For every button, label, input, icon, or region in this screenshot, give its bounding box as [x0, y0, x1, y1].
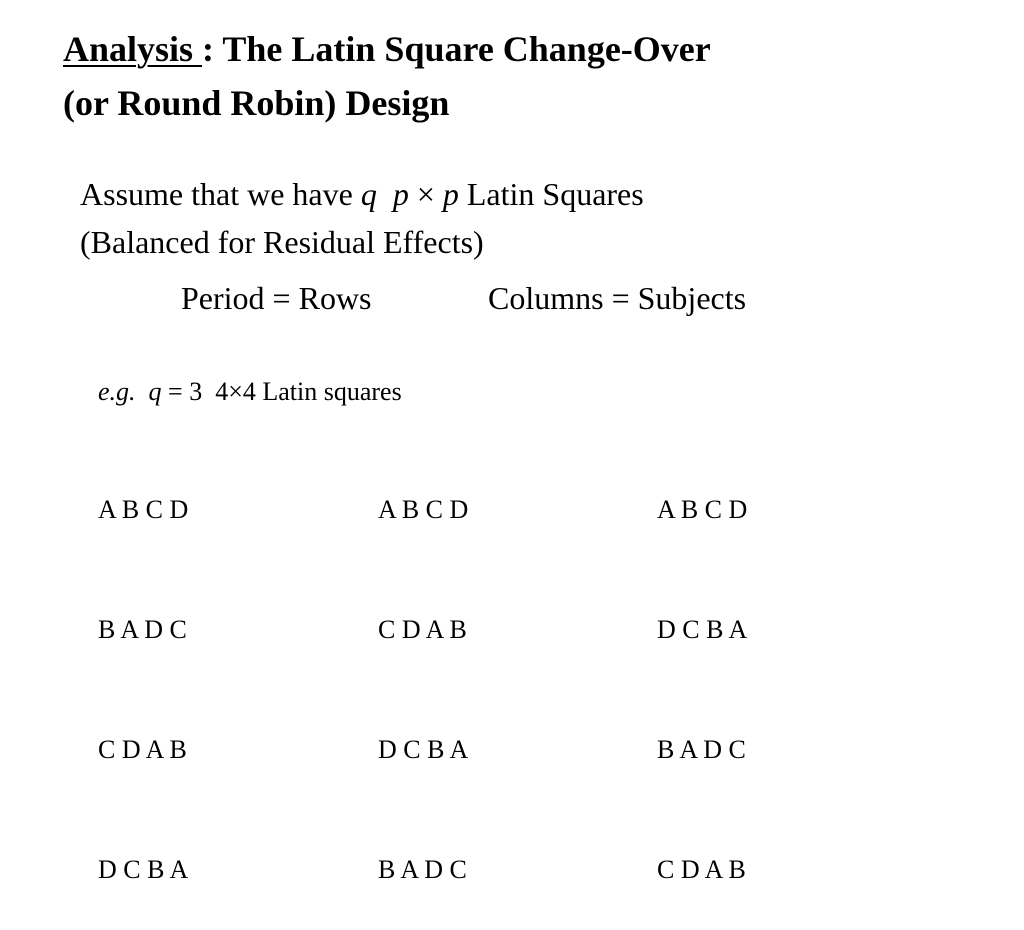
example-rest: = 3 4×4 Latin squares	[161, 377, 402, 406]
square-row: C D A B	[98, 735, 187, 764]
square-row: B A D C	[378, 855, 467, 884]
square-row: C D A B	[657, 855, 746, 884]
square-row: C D A B	[378, 615, 467, 644]
example-eg: e.g.	[98, 377, 136, 406]
square-row: B A D C	[98, 615, 187, 644]
latin-square-3	[657, 410, 747, 930]
assumption-line-1	[80, 176, 644, 212]
square-row: D C B A	[378, 735, 469, 764]
assumption-line-2: (Balanced for Residual Effects)	[80, 224, 484, 260]
square-row: D C B A	[98, 855, 189, 884]
square-row: A B C D	[378, 495, 469, 524]
square-row: A B C D	[657, 495, 748, 524]
period-rows-label: Period = Rows	[181, 280, 372, 316]
slide-title	[63, 22, 711, 130]
example-q: q	[148, 377, 162, 406]
assumption-prefix: Assume that we have	[80, 176, 361, 212]
columns-subjects-label: Columns = Subjects	[488, 280, 747, 316]
square-row: B A D C	[657, 735, 746, 764]
assumption-times: ×	[408, 176, 443, 212]
assumption-spacer	[377, 176, 393, 212]
assumption-text	[80, 170, 644, 266]
title-line-2: (or Round Robin) Design	[63, 83, 450, 123]
latin-square-1	[98, 410, 188, 930]
assumption-suffix: Latin Squares	[458, 176, 644, 212]
assumption-p1: p	[392, 176, 409, 212]
square-row: A B C D	[98, 495, 189, 524]
assumption-p2: p	[442, 176, 459, 212]
assumption-q: q	[360, 176, 377, 212]
latin-square-2	[378, 410, 468, 930]
title-analysis-label: Analysis	[63, 29, 203, 69]
example-heading	[98, 372, 402, 412]
title-main-text: : The Latin Square Change-Over	[202, 29, 711, 69]
title-line-1	[63, 29, 711, 69]
square-row: D C B A	[657, 615, 748, 644]
